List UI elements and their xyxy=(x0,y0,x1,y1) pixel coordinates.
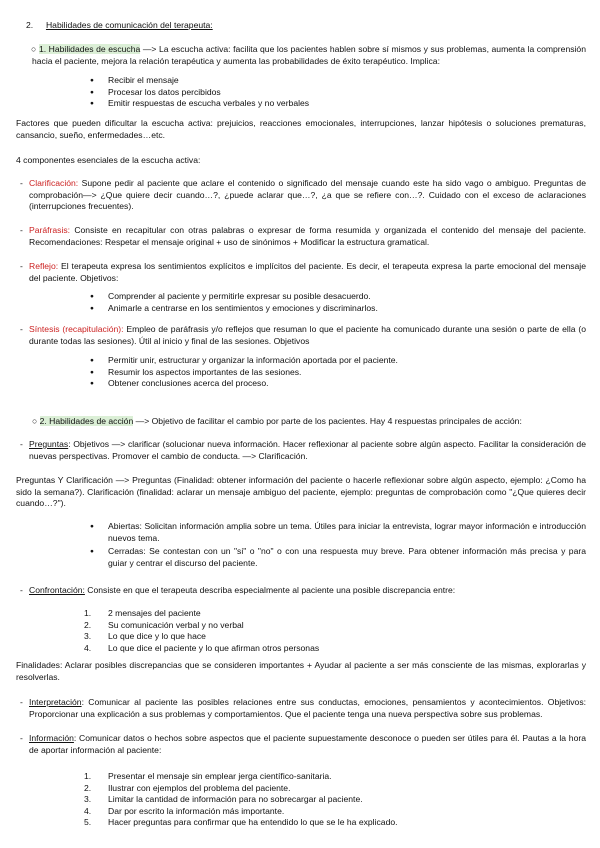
confrontacion-label: Confrontación: xyxy=(29,585,85,595)
escucha-paragraph xyxy=(32,44,586,67)
preguntas-paragraph xyxy=(29,439,586,462)
factores-paragraph: Factores que pueden dificultar la escucha activa: prejuicios, reacciones emocionales, interrupciones, lanzar hipótesis o soluciones prematuras, cansancio, sueño, enfermedades…etc. xyxy=(16,118,586,140)
preguntas-label: Preguntas xyxy=(29,439,69,449)
list-item: ● Resumir los aspectos importantes de las sesiones. xyxy=(108,367,578,379)
reflejo-list xyxy=(108,291,578,314)
circle-bullet-icon: ○ xyxy=(31,44,37,54)
reflejo-label: Reflejo: xyxy=(29,261,59,271)
finalidades-paragraph: Finalidades: Aclarar posibles discrepancias que se consideren importantes + Ayudar al paciente a ser más consciente de las mismas, explorarlas y resolverlas. xyxy=(16,660,586,682)
dash-marker: - xyxy=(20,225,23,235)
list-item: 4. Dar por escrito la información más importante. xyxy=(84,805,285,816)
sintesis-list xyxy=(108,355,578,390)
list-item: 5. Hacer preguntas para confirmar que ha entendido lo que se le ha explicado. xyxy=(84,817,398,828)
dash-marker: - xyxy=(20,261,23,271)
sintesis-label: Síntesis (recapitulación): xyxy=(29,324,124,334)
section-heading xyxy=(26,20,213,32)
reflejo-paragraph xyxy=(29,261,586,284)
dash-marker: - xyxy=(20,585,23,595)
list-item: ● Emitir respuestas de escucha verbales y no verbales xyxy=(108,98,578,110)
list-item: 2. Ilustrar con ejemplos del problema del paciente. xyxy=(84,782,291,793)
list-item: 3. Lo que dice y lo que hace xyxy=(84,631,206,642)
clarificacion-paragraph xyxy=(29,178,586,213)
list-item: ● Recibir el mensaje xyxy=(108,75,578,87)
list-item: ● Permitir unir, estructurar y organizar la información aportada por el paciente. xyxy=(108,355,578,367)
preguntas-clarificacion-paragraph: Preguntas Y Clarificación —> Preguntas (Finalidad: obtener información del paciente o hacerle reflexionar sobre algún aspecto, ejemplo: ¿Como ha sido la semana?). Clarificación (finalidad: aclarar un mensaje ambiguo del paciente, ejemplo: preguntas de comprobación como "¿Que quieres decir cuando…?"). xyxy=(16,475,586,509)
list-item: ● Comprender al paciente y permitirle expresar su posible desacuerdo. xyxy=(108,291,578,303)
sintesis-paragraph xyxy=(29,324,586,347)
list-item: ● Animarle a centrarse en los sentimientos y emociones y discriminarlos. xyxy=(108,303,578,315)
escucha-text: —> La escucha activa: facilita que los pacientes hablen sobre sí mismos y sus problemas, aumenta la comprensión hacia el paciente, mejora la relación terapéutica y aumenta las probabilidades de éxito terapéutico. Implica: xyxy=(32,44,586,66)
dash-marker: - xyxy=(20,439,23,449)
list-item: 1. 2 mensajes del paciente xyxy=(84,608,201,618)
clarificacion-label: Clarificación: xyxy=(29,178,79,188)
informacion-paragraph xyxy=(29,733,586,756)
accion-label: 2. Habilidades de acción xyxy=(39,416,134,426)
accion-text: —> Objetivo de facilitar el cambio por parte de los pacientes. Hay 4 respuestas principales de acción: xyxy=(133,416,522,426)
list-item: 1. Presentar el mensaje sin emplear jerga científico-sanitaria. xyxy=(84,771,332,781)
reflejo-text: El terapeuta expresa los sentimientos explícitos e implícitos del paciente. Es decir, el terapeuta expresa la parte emocional del mensaje del paciente. Objetivos: xyxy=(29,261,586,283)
dash-marker: - xyxy=(20,697,23,707)
parafrasis-label: Paráfrasis: xyxy=(29,225,71,235)
interpretacion-label: Interpretación xyxy=(29,697,82,707)
componentes-intro: 4 componentes esenciales de la escucha activa: xyxy=(16,155,201,165)
list-item: 4. Lo que dice el paciente y lo que afirman otros personas xyxy=(84,642,320,653)
clarificacion-text: Supone pedir al paciente que aclare el contenido o significado del mensaje cuando este ha sido vago o ambiguo. Preguntas de comprobación—> ¿Que quiere decir cuando…?, ¿puede aclarar que…?, ¿a que se refiere con…?. Cuidado con el exceso de aclaraciones (interrupciones frecuentes). xyxy=(29,178,586,212)
list-item: ● Procesar los datos percibidos xyxy=(108,87,578,99)
interpretacion-text: : Comunicar al paciente las posibles relaciones entre sus conductas, emociones, pensamientos y acontecimientos. Objetivos: Proporcionar una explicación a sus problemas y comportamientos. Que el paciente tenga una nueva perspectiva sobre sus problemas. xyxy=(29,697,586,719)
list-item: 2. Su comunicación verbal y no verbal xyxy=(84,619,244,630)
circle-bullet-icon: ○ xyxy=(32,416,38,426)
confrontacion-text: Consiste en que el terapeuta describa especialmente al paciente una posible discrepancia entre: xyxy=(84,585,456,595)
section-number: 2. xyxy=(26,20,34,30)
section-title: Habilidades de comunicación del terapeuta: xyxy=(45,20,213,30)
parafrasis-paragraph xyxy=(29,225,586,248)
accion-paragraph xyxy=(32,416,586,428)
parafrasis-text: Consiste en recapitular con otras palabras o expresar de forma resumida y organizada el contenido del mensaje del paciente. Recomendaciones: Respetar el mensaje original + uso de sinónimos + Modificar la estructura gramatical. xyxy=(29,225,586,247)
informacion-label: Información xyxy=(29,733,74,743)
confrontacion-list xyxy=(84,608,578,654)
dash-marker: - xyxy=(20,324,23,334)
list-item: ● Abiertas: Solicitan información amplia sobre un tema. Útiles para iniciar la entrevista, lograr mayor información e introducción nuevos tema. xyxy=(108,521,586,544)
list-item: ● Obtener conclusiones acerca del proceso. xyxy=(108,378,578,390)
tipos-preguntas-list xyxy=(108,521,586,569)
escucha-label: 1. Habilidades de escucha xyxy=(38,44,141,54)
escucha-list xyxy=(108,75,578,110)
interpretacion-paragraph xyxy=(29,697,586,720)
informacion-list xyxy=(84,771,578,829)
dash-marker: - xyxy=(20,178,23,188)
informacion-text: : Comunicar datos o hechos sobre aspectos que el paciente supuestamente desconoce o pueden ser útiles para él. Pautas a la hora de aportar información al paciente: xyxy=(29,733,586,755)
confrontacion-paragraph xyxy=(29,585,586,597)
list-item: ● Cerradas: Se contestan con un "si" o "no" o con una respuesta muy breve. Para obtener información más precisa y para guiar y centrar el discurso del paciente. xyxy=(108,546,586,569)
preguntas-text: : Objetivos —> clarificar (solucionar nueva información. Hacer reflexionar al paciente sobre algún aspecto. Facilitar la consideración de nuevas perspectivas. Promover el cambio de conducta. —> Clarificación. xyxy=(29,439,586,461)
sintesis-text: Empleo de paráfrasis y/o reflejos que resuman lo que el paciente ha comunicado durante una sesión o parte de ella (o durante todas las sesiones). Útil al inicio y final de las sesiones. Objetivos xyxy=(29,324,586,346)
dash-marker: - xyxy=(20,733,23,743)
list-item: 3. Limitar la cantidad de información para no sobrecargar al paciente. xyxy=(84,794,363,805)
